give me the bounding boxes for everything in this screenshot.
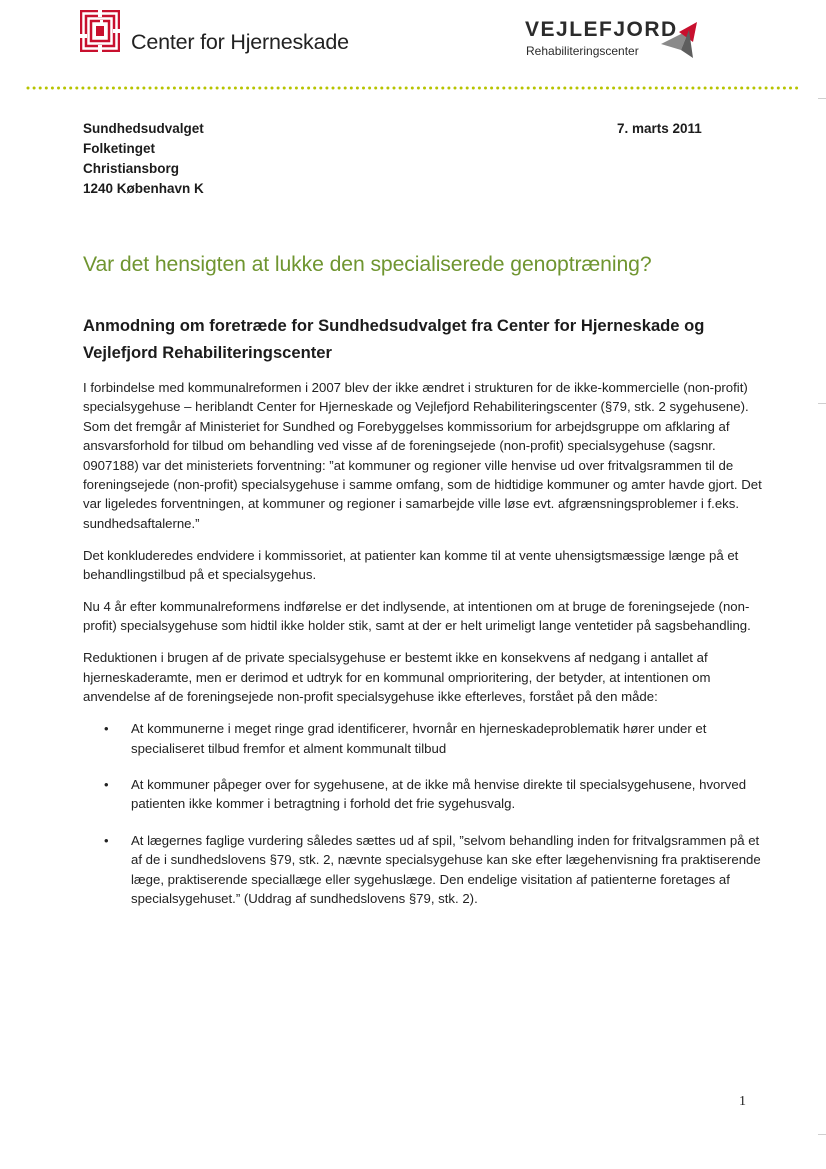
divider-dot: [649, 87, 652, 90]
divider-dot: [551, 87, 554, 90]
org-name: Center for Hjerneskade: [131, 30, 349, 54]
divider-dot: [752, 87, 755, 90]
divider-dot: [515, 87, 518, 90]
divider-dot: [179, 87, 182, 90]
divider-dot: [698, 87, 701, 90]
divider-dot: [490, 87, 493, 90]
divider-dot: [191, 87, 194, 90]
divider-dot: [216, 87, 219, 90]
divider-dot: [435, 87, 438, 90]
divider-dot: [374, 87, 377, 90]
divider-dot: [362, 87, 365, 90]
page-number: 1: [739, 1094, 746, 1109]
divider-dot: [484, 87, 487, 90]
divider-dot: [39, 87, 42, 90]
divider-dot: [637, 87, 640, 90]
divider-dot: [508, 87, 511, 90]
address-line: Folketinget: [83, 141, 156, 156]
divider-dot: [746, 87, 749, 90]
divider-dot: [722, 87, 725, 90]
divider-dot: [228, 87, 231, 90]
divider-dot: [496, 87, 499, 90]
divider-dot: [289, 87, 292, 90]
divider-dot: [423, 87, 426, 90]
list-item-text: At lægernes faglige vurdering således sættes ud af spil, ”selvom behandling inden for fritvalgsrammen på et af de i sundhedslovens §79, stk. 2, nævnte specialsygehuse kan ske efter lægehenvisning fra praktiserende læge, praktiserende speciallæge eller sygehuslæge. Den endelige visitation af patienterne foretages af specialsygehuset.” (Uddrag af sundhedslovens §79, stk. 2).: [131, 832, 761, 906]
divider-dot: [667, 87, 670, 90]
divider-dot: [454, 87, 457, 90]
divider-dot: [710, 87, 713, 90]
divider-dot: [344, 87, 347, 90]
address-line: Christiansborg: [83, 161, 180, 176]
divider-dot: [447, 87, 450, 90]
divider-dot: [57, 87, 60, 90]
divider-dot: [350, 87, 353, 90]
divider-dot: [210, 87, 213, 90]
divider-dot: [155, 87, 158, 90]
divider-dot: [246, 87, 249, 90]
bullet-icon: •: [104, 776, 109, 792]
divider-dot: [661, 87, 664, 90]
divider-dot: [386, 87, 389, 90]
divider-dot: [94, 87, 97, 90]
center-for-hjerneskade-logo-icon: [80, 10, 120, 52]
partner-name: VEJLEFJORD: [525, 18, 678, 41]
divider-dot: [142, 87, 145, 90]
list-item-text: At kommuner påpeger over for sygehusene, at de ikke må henvise direkte til specialsygehusene, hvorved patienten ikke kommer i betragtning i forhold det frie sygehusvalg.: [131, 776, 747, 812]
divider-dot: [685, 87, 688, 90]
divider-dot: [582, 87, 585, 90]
divider-dot: [338, 87, 341, 90]
divider-dot: [51, 87, 54, 90]
divider-dot: [716, 87, 719, 90]
divider-dot: [33, 87, 36, 90]
bullet-list: [83, 719, 763, 908]
divider-dot: [332, 87, 335, 90]
divider-dot: [283, 87, 286, 90]
divider-dot: [643, 87, 646, 90]
divider-dot: [271, 87, 274, 90]
divider-dot: [203, 87, 206, 90]
divider-dot: [118, 87, 121, 90]
divider-dot: [100, 87, 103, 90]
letter-title: Var det hensigten at lukke den specialiserede genoptræning?: [83, 253, 652, 276]
divider-dot: [301, 87, 304, 90]
divider-dot: [75, 87, 78, 90]
divider-dot: [45, 87, 48, 90]
divider-dot: [673, 87, 676, 90]
body-paragraph: Det konkluderedes endvidere i kommissoriet, at patienter kan komme til at vente uhensigtsmæssige længe på et behandlingstilbud på et specialsygehus.: [83, 547, 739, 583]
bullet-icon: •: [104, 832, 109, 848]
divider-dot: [130, 87, 133, 90]
vejlefjord-logo: [525, 18, 705, 64]
divider-dot: [88, 87, 91, 90]
divider-dot: [740, 87, 743, 90]
divider-dot: [594, 87, 597, 90]
divider-dot: [234, 87, 237, 90]
divider-dot: [399, 87, 402, 90]
divider-dot: [393, 87, 396, 90]
divider-dot: [600, 87, 603, 90]
divider-dot: [124, 87, 127, 90]
divider-dot: [149, 87, 152, 90]
address-line: 1240 København K: [83, 181, 204, 196]
letter-date: 7. marts 2011: [617, 121, 702, 136]
divider-dot: [325, 87, 328, 90]
divider-dot: [545, 87, 548, 90]
letter-subtitle: Anmodning om foretræde for Sundhedsudvalget fra Center for Hjerneskade og Vejlefjord Rehabiliteringscenter: [83, 316, 705, 362]
divider-dot: [319, 87, 322, 90]
divider-dot: [460, 87, 463, 90]
divider-dot: [295, 87, 298, 90]
divider-dot: [777, 87, 780, 90]
list-item: [83, 719, 763, 758]
edge-mark: [818, 98, 826, 99]
divider-dot: [472, 87, 475, 90]
divider-dot: [222, 87, 225, 90]
divider-dot: [380, 87, 383, 90]
divider-dot: [81, 87, 84, 90]
divider-dot: [502, 87, 505, 90]
edge-mark: [818, 1134, 826, 1135]
divider-dot: [441, 87, 444, 90]
divider-dot: [624, 87, 627, 90]
divider-dot: [136, 87, 139, 90]
divider-dot: [264, 87, 267, 90]
partner-subtitle: Rehabiliteringscenter: [526, 44, 639, 58]
divider-dot: [765, 87, 768, 90]
divider-dot: [569, 87, 572, 90]
list-item-text: At kommunerne i meget ringe grad identificerer, hvornår en hjerneskadeproblematik hører under et specialiseret tilbud fremfor et alment kommunalt tilbud: [131, 721, 707, 756]
divider-dot: [411, 87, 414, 90]
divider-dot: [679, 87, 682, 90]
divider-dot: [533, 87, 536, 90]
divider-dot: [789, 87, 792, 90]
divider-dot: [704, 87, 707, 90]
divider-dot: [167, 87, 170, 90]
divider-dot: [478, 87, 481, 90]
divider-dot: [277, 87, 280, 90]
divider-dot: [795, 87, 798, 90]
divider-dot: [368, 87, 371, 90]
divider-dot: [588, 87, 591, 90]
divider-dot: [612, 87, 615, 90]
divider-dot: [356, 87, 359, 90]
divider-dot: [69, 87, 72, 90]
divider-dot: [240, 87, 243, 90]
recipient-address: [83, 119, 204, 199]
vejlefjord-mark-icon: [659, 20, 701, 60]
divider-dot: [252, 87, 255, 90]
body-paragraph: Nu 4 år efter kommunalreformens indførelse er det indlysende, at intentionen om at bruge de foreningsejede (non-profit) specialsygehuse som hidtil ikke holder stik, samt at der er helt urimeligt lange ventetider på sagsbehandling.: [83, 599, 751, 634]
divider-dot: [27, 87, 30, 90]
divider-dot: [185, 87, 188, 90]
bullet-icon: •: [104, 721, 109, 737]
divider-dot: [563, 87, 566, 90]
divider-dot: [173, 87, 176, 90]
divider-dot: [691, 87, 694, 90]
divider-dot: [307, 87, 310, 90]
divider-dot: [417, 87, 420, 90]
divider-dot: [606, 87, 609, 90]
divider-dot: [557, 87, 560, 90]
divider-dot: [197, 87, 200, 90]
divider-dot: [258, 87, 261, 90]
divider-dot: [759, 87, 762, 90]
divider-dot: [728, 87, 731, 90]
divider-dot: [521, 87, 524, 90]
divider-dot: [734, 87, 737, 90]
divider-dot: [466, 87, 469, 90]
edge-mark: [818, 403, 826, 404]
divider-dot: [618, 87, 621, 90]
divider-dot: [112, 87, 115, 90]
divider-dot: [655, 87, 658, 90]
body-paragraph: Reduktionen i brugen af de private specialsygehuse er bestemt ikke en konsekvens af nedgang i antallet af hjerneskaderamte, men er derimod et udtryk for en kommunal omprioritering, der betyder, at intentionen om anvendelse af de foreningsejede non-profit specialsygehuse ikke efterleves, forstået på den måde:: [83, 650, 711, 705]
divider-dot: [783, 87, 786, 90]
divider-dot: [630, 87, 633, 90]
address-line: Sundhedsudvalget: [83, 121, 204, 136]
divider-dot: [539, 87, 542, 90]
divider-dot: [576, 87, 579, 90]
divider-dot: [161, 87, 164, 90]
list-item: [83, 831, 763, 909]
divider-dot: [63, 87, 66, 90]
divider-dot: [313, 87, 316, 90]
divider-dot: [771, 87, 774, 90]
dotted-divider: [26, 84, 800, 92]
divider-dot: [527, 87, 530, 90]
divider-dot: [405, 87, 408, 90]
list-item: [83, 775, 763, 814]
letter-body: [83, 378, 763, 925]
divider-dot: [106, 87, 109, 90]
body-paragraph: I forbindelse med kommunalreformen i 2007 blev der ikke ændret i strukturen for de ikke-kommercielle (non-profit) specialsygehuse – heriblandt Center for Hjerneskade og Vejlefjord Rehabiliteringscenter (§79, stk. 2 sygehusene). Som det fremgår af Ministeriet for Sundhed og Forebyggelses kommissorium for arbejdsgruppe om afklaring af ansvarsforhold for tilbud om behandling ved visse af de foreningsejede (non-profit) specialsygehuse (sagsnr. 0907188) var det ministeriets forventning: ”at kommuner og regioner ville henvise ud over fritvalgsrammen til de foreningsejede (non-profit) specialsygehuse i samme omfang, som de hidtidige kommuner og amter havde gjort. Det var ligeledes forventningen, at kommuner og regioner i samarbejde ville løse evt. afgrænsningsproblemer i f.eks. sundhedsaftalerne.”: [83, 380, 762, 531]
divider-dot: [429, 87, 432, 90]
